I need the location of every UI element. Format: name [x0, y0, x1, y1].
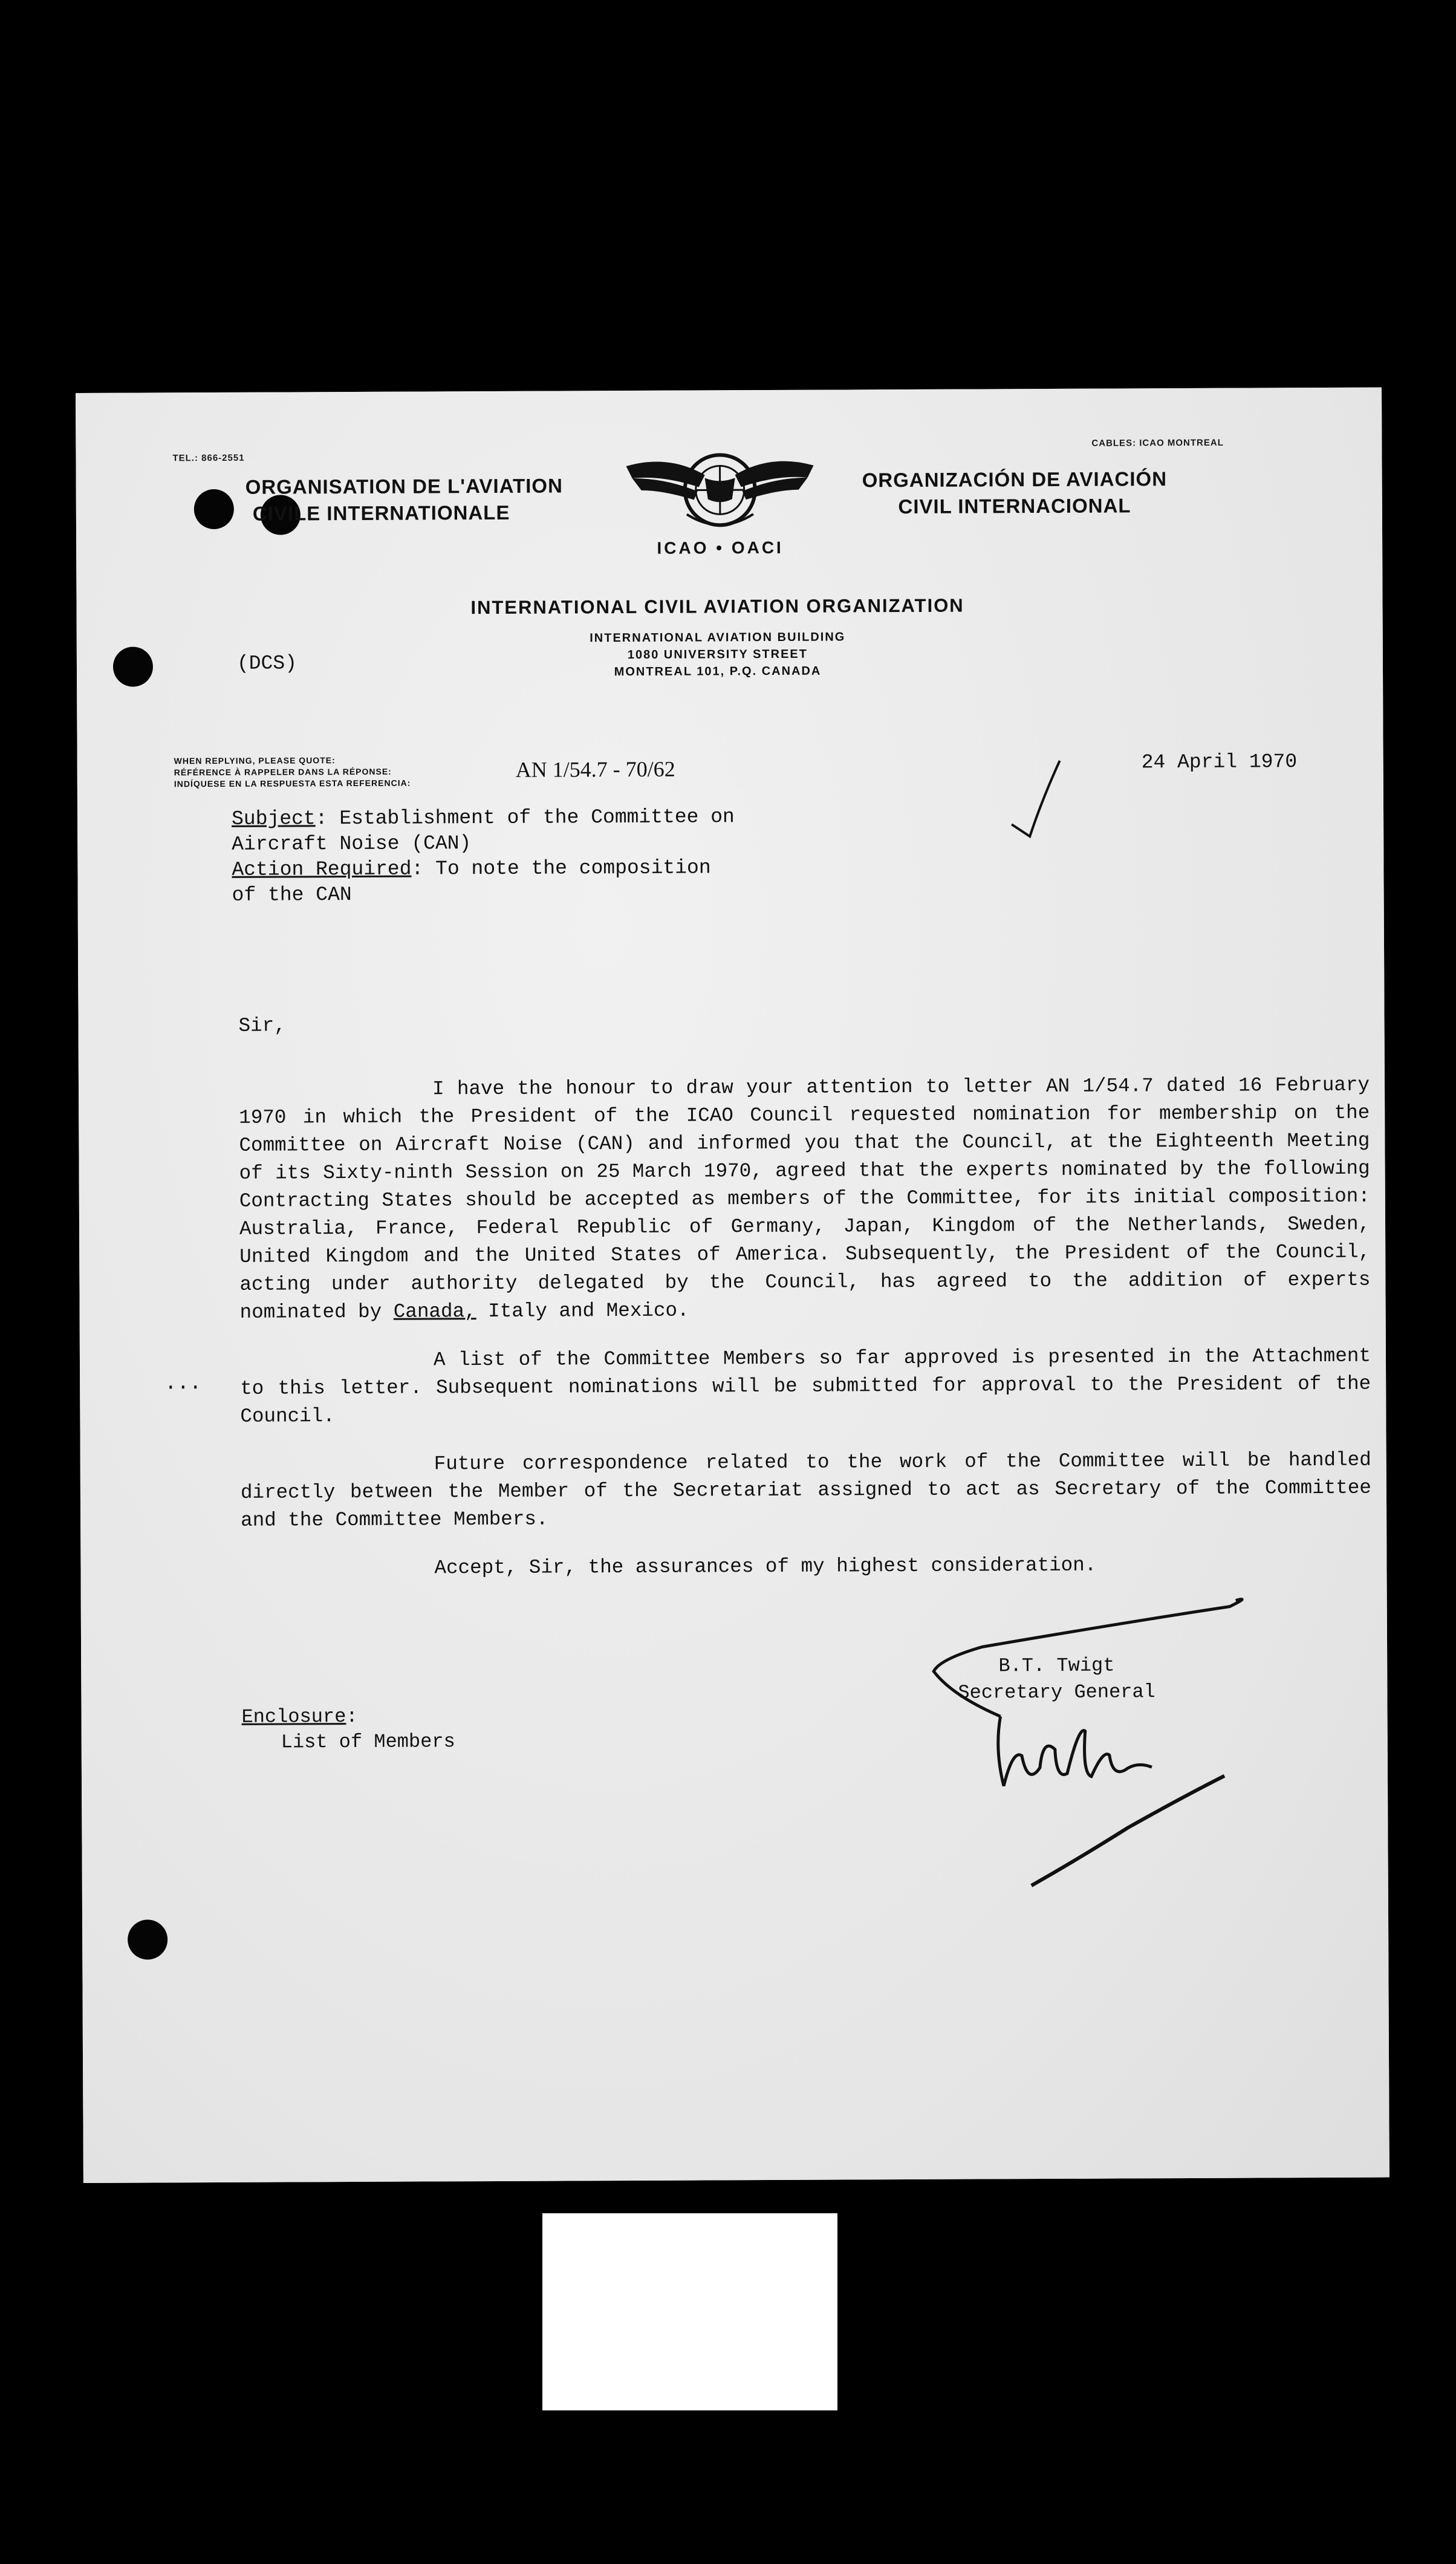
- subject-label: Subject: [231, 807, 316, 830]
- icao-emblem-icon: [620, 441, 820, 569]
- enclosure-item: List of Members: [281, 1730, 455, 1754]
- org-name-spanish: ORGANIZACIÓN DE AVIACIÓN CIVIL INTERNACIONAL: [862, 467, 1168, 518]
- subject-text-continued: Aircraft Noise (CAN): [232, 832, 472, 856]
- org-name-french: ORGANISATION DE L'AVIATION CIVILE INTERNATIONALE: [245, 474, 563, 525]
- subject-text: Establishment of the Committee on: [339, 805, 735, 830]
- letter-date: 24 April 1970: [1141, 750, 1298, 774]
- closing-line: Accept, Sir, the assurances of my highest consideration.: [434, 1554, 1097, 1580]
- org-address: INTERNATIONAL AVIATION BUILDING 1080 UNIVERSITY STREET MONTREAL 101, P.Q. CANADA: [590, 630, 846, 679]
- paragraph-nominations: I have the honour to draw your attention to letter AN 1/54.7 dated 16 February 1970 in which the President of the ICAO Council requested nomination for membership on the Committee on Aircraft Noise (CAN) and informed you that the Council, at the Eighteenth Meeting of its Sixty-ninth Session on 25 March 1970, agreed that the experts nominated by the following Contracting States should be accepted as members of the Committee, for its initial composition: Australia, France, Federal Republic of Germany, Japan, Kingdom of the Netherlands, Sweden, United Kingdom and the United States of America. Subsequently, the President of the Council, acting under authority delegated by the Council, has agreed to the addition of experts nominated by Canada, Italy and Mexico.: [239, 1073, 1371, 1324]
- action-required-text: To note the composition: [435, 856, 711, 880]
- punch-hole: [128, 1919, 167, 1959]
- org-name-english: INTERNATIONAL CIVIL AVIATION ORGANIZATION: [470, 594, 964, 619]
- subject-block: Subject: Establishment of the Committee on Aircraft Noise (CAN) Action Required: To note the composition of the CAN: [232, 804, 735, 908]
- letter-body: [238, 1007, 1371, 1604]
- canada-underlined: Canada,: [393, 1300, 476, 1323]
- action-required-text-continued: of the CAN: [232, 883, 352, 906]
- paragraph-correspondence: Future correspondence related to the work of the Committee will be handled directly between the Member of the Secretariat assigned to act as Secretary of the Committee and the Committee Members.: [240, 1448, 1371, 1532]
- punch-hole: [113, 646, 153, 686]
- emblem-label: ICAO • OACI: [657, 538, 784, 558]
- reply-instructions: WHEN REPLYING, PLEASE QUOTE: RÉFÉRENCE À RAPPELER DANS LA RÉPONSE: INDÍQUESE EN LA RESPUESTA ESTA REFERENCIA:: [174, 755, 411, 789]
- signatory-block: [958, 1652, 1155, 1706]
- action-required-label: Action Required: [232, 857, 412, 881]
- signatory-title: Secretary General: [958, 1681, 1155, 1704]
- paragraph-attachment: A list of the Committee Members so far approved is presented in the Attachment to this letter. Subsequent nominations will be submitted for approval to the President of the Council.: [240, 1344, 1371, 1428]
- department-code: (DCS): [236, 652, 297, 675]
- handwritten-signature: [897, 1567, 1261, 1895]
- cable-address: CABLES: ICAO MONTREAL: [1091, 437, 1224, 449]
- letter-page: [76, 388, 1389, 2183]
- margin-mark: ...: [164, 1372, 202, 1396]
- checkmark-icon: [1009, 758, 1064, 842]
- salutation: Sir,: [238, 1014, 286, 1037]
- blank-label-area: [542, 2213, 837, 2410]
- punch-hole: [194, 489, 234, 529]
- telephone-number: TEL.: 866-2551: [172, 452, 245, 464]
- reference-number: AN 1/54.7 - 70/62: [515, 757, 675, 782]
- signatory-name: B.T. Twigt: [998, 1654, 1115, 1677]
- enclosure-block: Enclosure: List of Members: [241, 1703, 455, 1755]
- enclosure-label: Enclosure: [241, 1705, 346, 1728]
